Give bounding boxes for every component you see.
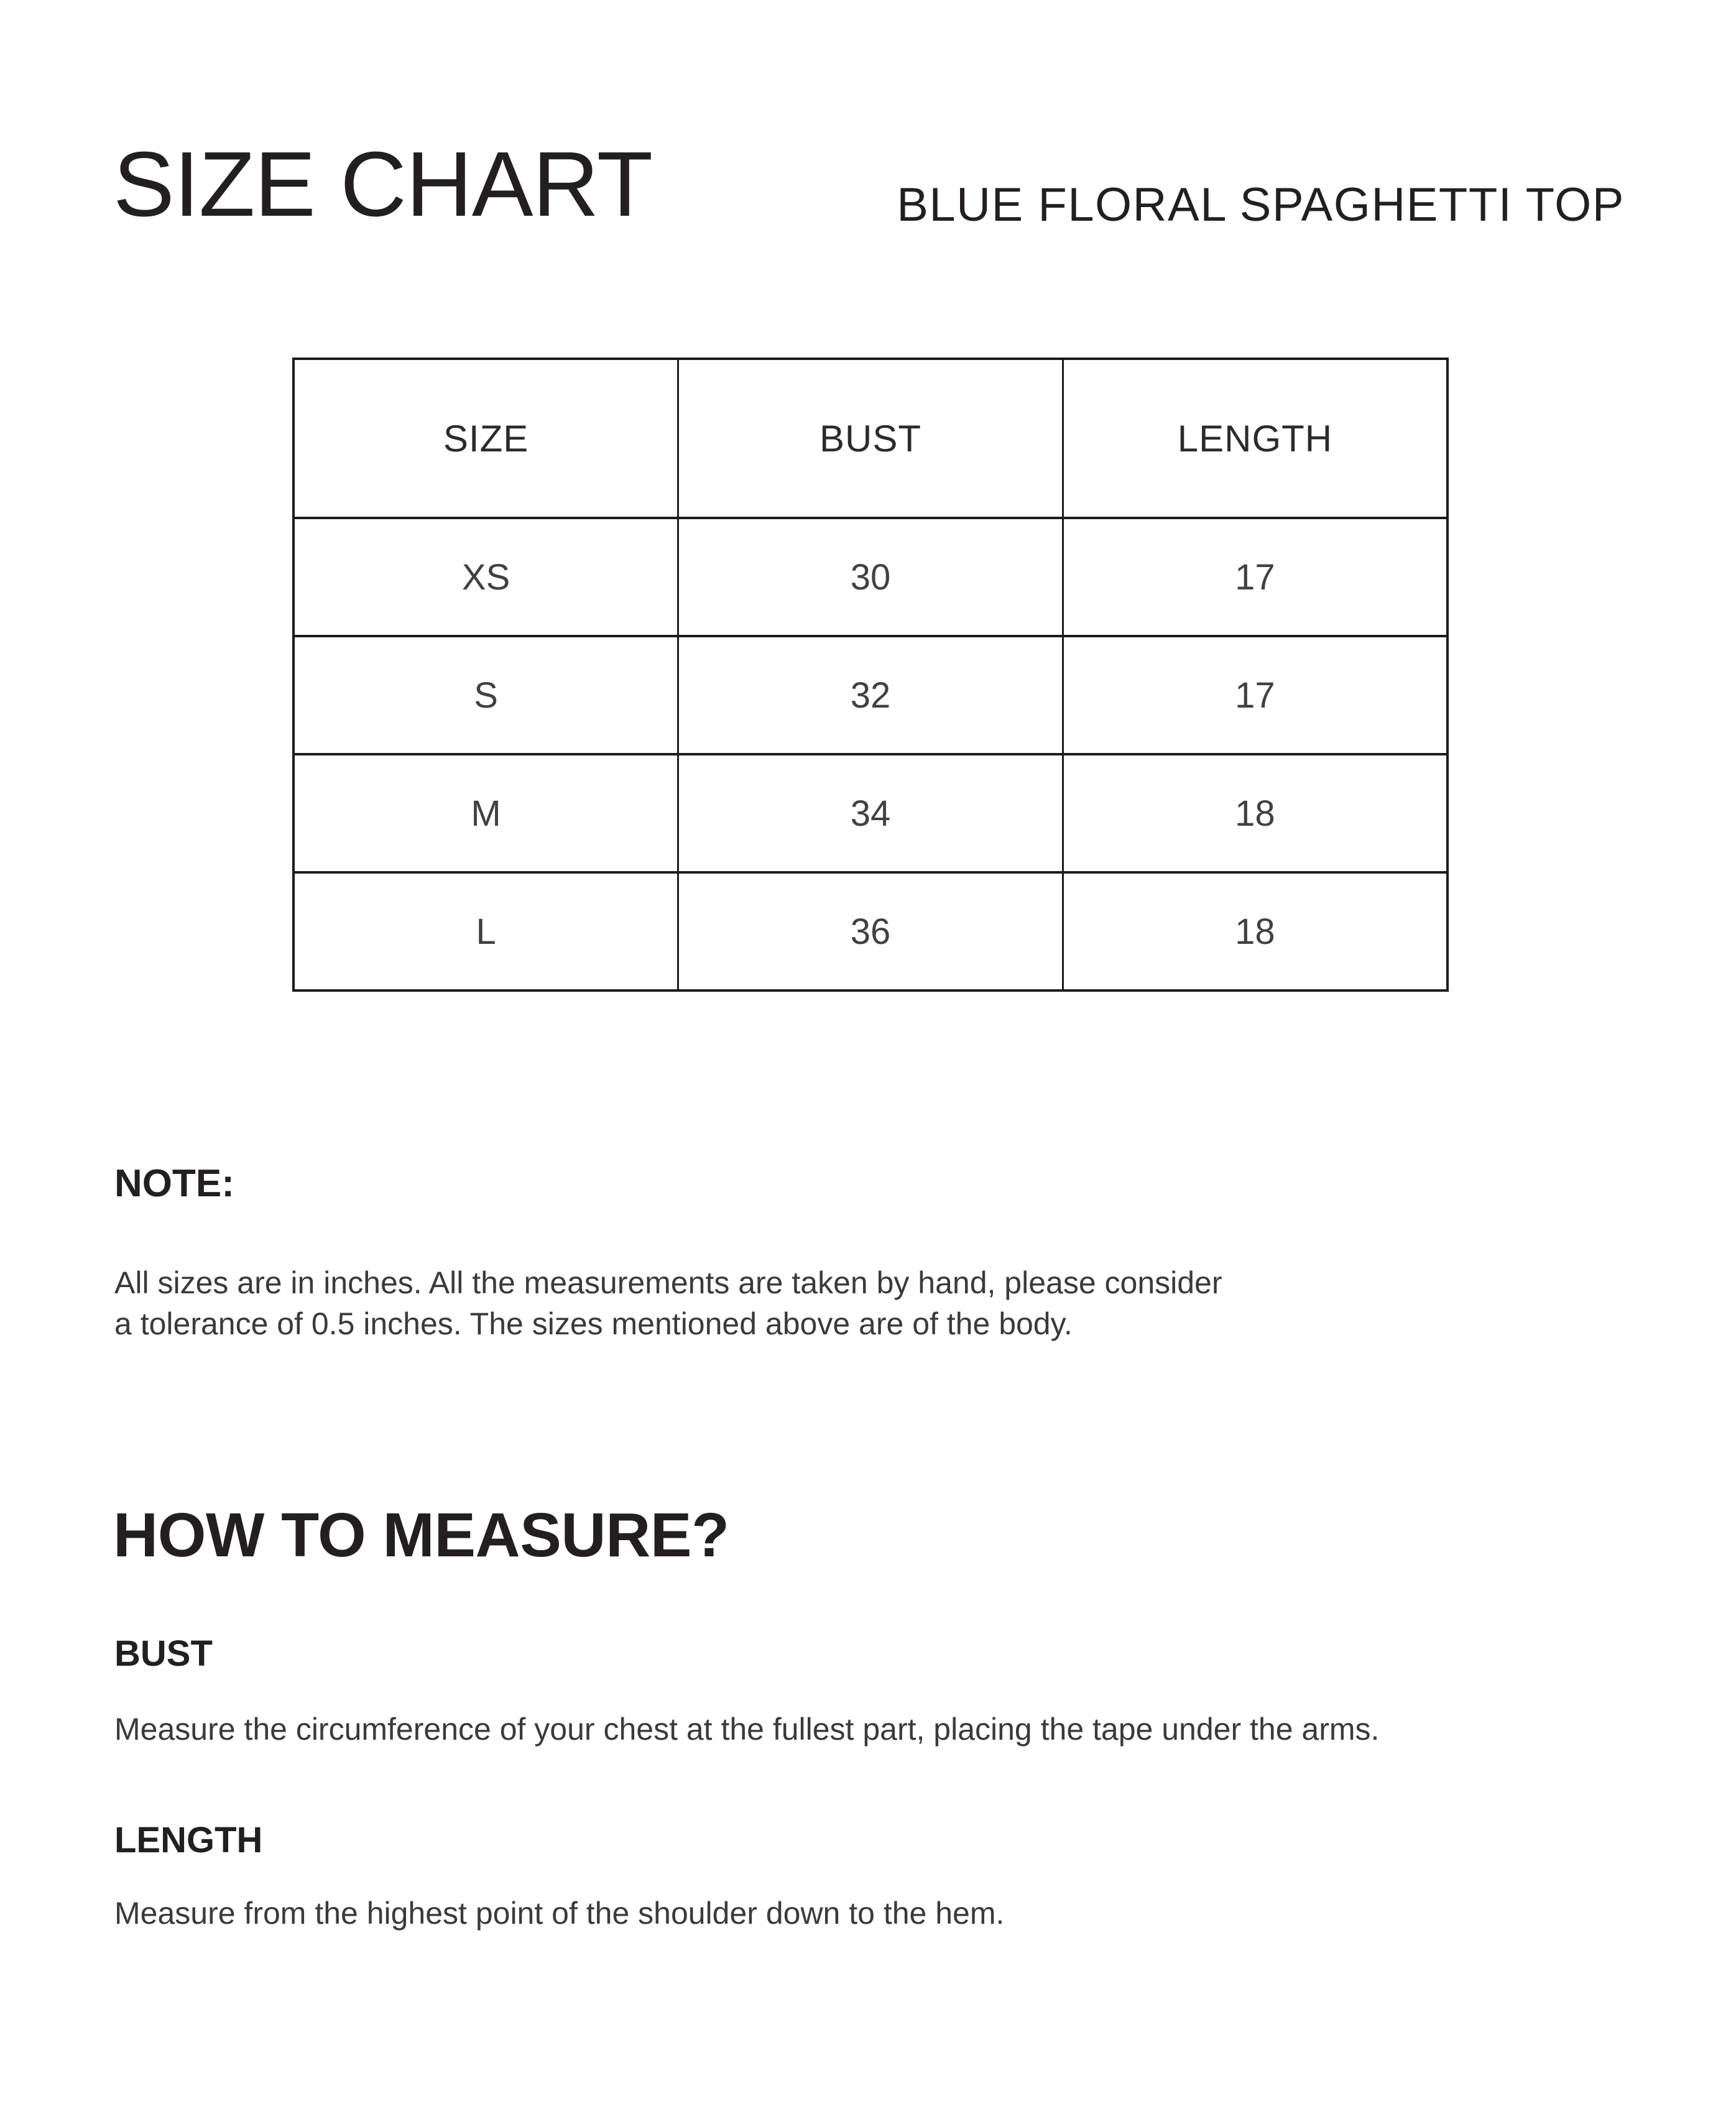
how-to-measure-heading: HOW TO MEASURE? <box>113 1500 729 1570</box>
cell-length: 18 <box>1063 872 1447 990</box>
length-section-description: Measure from the highest point of the shoulder down to the hem. <box>114 1896 1005 1931</box>
bust-section-heading: BUST <box>114 1633 213 1674</box>
cell-length: 17 <box>1063 636 1447 754</box>
column-header-bust: BUST <box>678 359 1063 518</box>
cell-length: 18 <box>1063 754 1447 872</box>
bust-section-description: Measure the circumference of your chest at the fullest part, placing the tape under the arms. <box>114 1712 1380 1747</box>
product-title: BLUE FLORAL SPAGHETTI TOP <box>897 178 1625 231</box>
table-row <box>293 754 1447 872</box>
note-text-line: All sizes are in inches. All the measurements are taken by hand, please consider <box>114 1265 1222 1300</box>
size-table-body <box>293 518 1447 990</box>
note-text <box>114 1262 1222 1344</box>
cell-bust: 32 <box>678 636 1063 754</box>
note-text-line: a tolerance of 0.5 inches. The sizes mentioned above are of the body. <box>114 1306 1073 1341</box>
cell-size: M <box>293 754 678 872</box>
cell-length: 17 <box>1063 518 1447 636</box>
table-row <box>293 518 1447 636</box>
column-header-size: SIZE <box>293 359 678 518</box>
column-header-length: LENGTH <box>1063 359 1447 518</box>
page-title: SIZE CHART <box>113 133 653 236</box>
cell-size: L <box>293 872 678 990</box>
cell-bust: 36 <box>678 872 1063 990</box>
cell-size: XS <box>293 518 678 636</box>
table-row <box>293 636 1447 754</box>
size-table-header <box>293 359 1447 518</box>
table-row <box>293 872 1447 990</box>
length-section-heading: LENGTH <box>114 1820 263 1860</box>
size-table-container <box>292 358 1449 992</box>
size-table <box>292 358 1449 992</box>
header-row <box>293 359 1447 518</box>
cell-bust: 34 <box>678 754 1063 872</box>
note-heading: NOTE: <box>114 1162 234 1205</box>
cell-bust: 30 <box>678 518 1063 636</box>
cell-size: S <box>293 636 678 754</box>
